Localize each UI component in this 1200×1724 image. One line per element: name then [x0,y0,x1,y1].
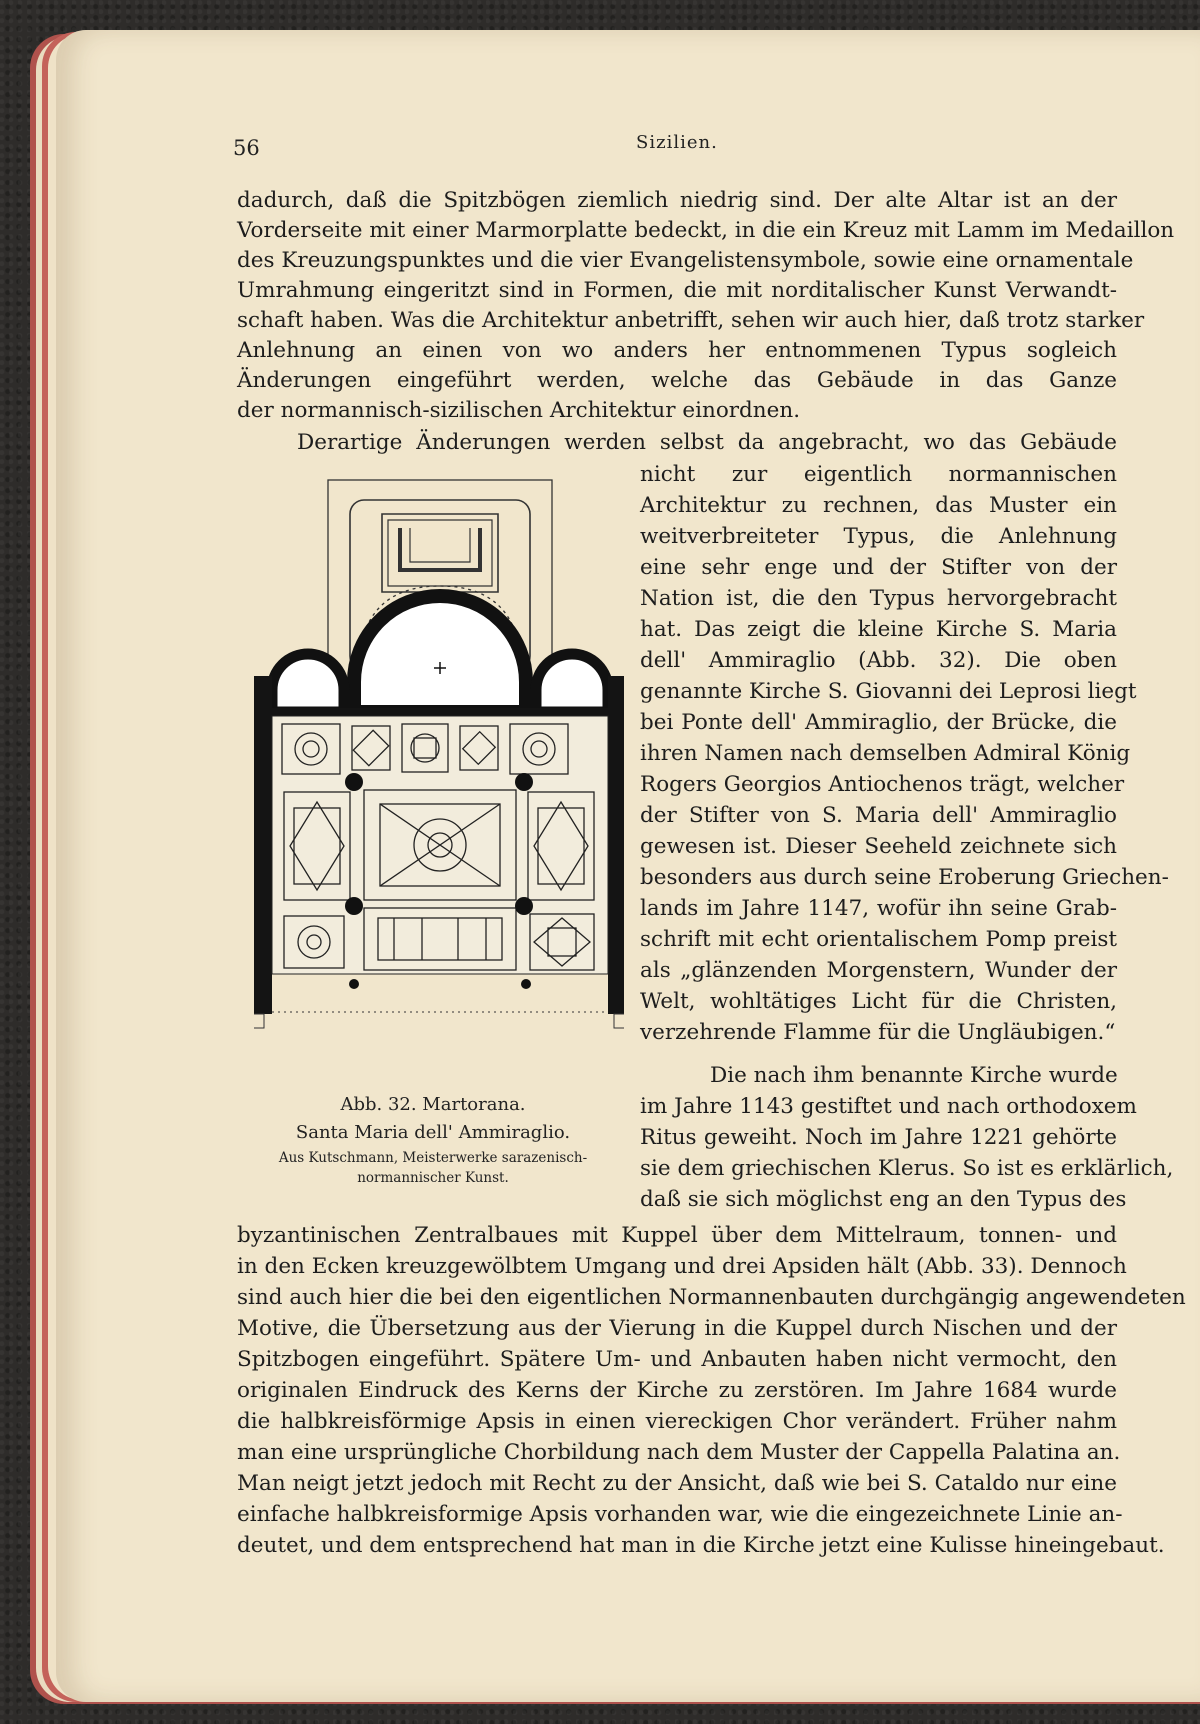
text-line: Nation ist, die den Typus hervorgebracht [640,586,1117,611]
text-line: genannte Kirche S. Giovanni dei Leprosi liegt [640,679,1137,704]
text-line: bei Ponte dell' Ammiraglio, der Brücke, die [640,710,1117,735]
text-line: als „glänzenden Morgenstern, Wunder der [640,958,1117,983]
text-line: hat. Das zeigt die kleine Kirche S. Maria [640,617,1117,642]
text-line: in den Ecken kreuzgewölbtem Umgang und drei Apsiden hält (Abb. 33). Dennoch [237,1254,1127,1279]
text-line: deutet, und dem entsprechend hat man in die Kirche jetzt eine Kulisse hineingebaut. [237,1533,1165,1558]
text-line: besonders aus durch seine Eroberung Griechen- [640,865,1169,890]
page-number: 56 [233,136,260,160]
text-line: daß sie sich möglichst eng an den Typus des [640,1187,1127,1212]
figure-caption-source: Aus Kutschmann, Meisterwerke sarazenisch- [278,1150,588,1166]
running-title: Sizilien. [636,132,718,153]
text-line: nicht zur eigentlich normannischen [640,462,1117,487]
text-line: schaft haben. Was die Architektur anbetrifft, sehen wir auch hier, daß trotz starker [237,308,1145,333]
text-line: Rogers Georgios Antiochenos trägt, welcher [640,772,1125,797]
text-line: Vorderseite mit einer Marmorplatte bedeckt, in die ein Kreuz mit Lamm im Medaillon [237,218,1175,243]
text-line: lands im Jahre 1147, wofür ihn seine Grab- [640,896,1117,921]
text-line: des Kreuzungspunktes und die vier Evangelistensymbole, sowie eine ornamentale [237,248,1134,273]
text-line: schrift mit echt orientalischem Pomp preist [640,927,1117,952]
text-line: Anlehnung an einen von wo anders her entnommenen Typus sogleich [237,338,1117,363]
text-line: die halbkreisförmige Apsis in einen viereckigen Chor verändert. Früher nahm [237,1409,1117,1434]
text-line: Welt, wohltätiges Licht für die Christen, [640,989,1117,1014]
text-line: byzantinischen Zentralbaues mit Kuppel über dem Mittelraum, tonnen- und [237,1223,1117,1248]
text-line: eine sehr enge und der Stifter von der [640,555,1117,580]
text-line: originalen Eindruck des Kerns der Kirche zu zerstören. Im Jahre 1684 wurde [237,1378,1117,1403]
text-line: ihren Namen nach demselben Admiral König [640,741,1131,766]
figure-caption-source: normannischer Kunst. [357,1170,509,1186]
text-line: der Stifter von S. Maria dell' Ammiraglio [640,803,1117,828]
text-line: Die nach ihm benannte Kirche wurde [710,1063,1118,1088]
text-line: verzehrende Flamme für die Ungläubigen.“ [640,1020,1116,1045]
text-line: Architektur zu rechnen, das Muster ein [640,493,1117,518]
figure-caption-subtitle: Santa Maria dell' Ammiraglio. [295,1122,571,1143]
text-line: man eine ursprüngliche Chorbildung nach dem Muster der Cappella Palatina an. [237,1440,1121,1465]
text-line: dadurch, daß die Spitzbögen ziemlich niedrig sind. Der alte Altar ist an der [237,188,1117,213]
text-line: dell' Ammiraglio (Abb. 32). Die oben [640,648,1117,673]
text-line: Spitzbogen eingeführt. Spätere Um- und Anbauten haben nicht vermocht, den [237,1347,1117,1372]
text-line: einfache halbkreisformige Apsis vorhanden war, wie die eingezeichnete Linie an- [237,1502,1123,1527]
text-line: sind auch hier die bei den eigentlichen Normannenbauten durchgängig angewendeten [237,1285,1186,1310]
text-line: Motive, die Übersetzung aus der Vierung in die Kuppel durch Nischen und der [237,1316,1117,1341]
text-line: im Jahre 1143 gestiftet und nach orthodoxem [640,1094,1137,1119]
text-line: Derartige Änderungen werden selbst da angebracht, wo das Gebäude [297,430,1117,455]
text-line: Änderungen eingeführt werden, welche das Gebäude in das Ganze [237,368,1117,393]
text-line: sie dem griechischen Klerus. So ist es erklärlich, [640,1156,1174,1181]
text-line: Umrahmung eingeritzt sind in Formen, die mit norditalischer Kunst Verwandt- [237,278,1117,303]
floor-plan-figure [254,476,624,1078]
text-line: gewesen ist. Dieser Seeheld zeichnete sich [640,834,1117,859]
text-line: der normannisch-sizilischen Architektur einordnen. [237,398,801,423]
text-line: Ritus geweiht. Noch im Jahre 1221 gehörte [640,1125,1117,1150]
text-line: Man neigt jetzt jedoch mit Recht zu der Ansicht, daß wie bei S. Cataldo nur eine [237,1471,1117,1496]
text-line: weitverbreiteter Typus, die Anlehnung [640,524,1117,549]
figure-caption-title: Abb. 32. Martorana. [340,1094,526,1115]
